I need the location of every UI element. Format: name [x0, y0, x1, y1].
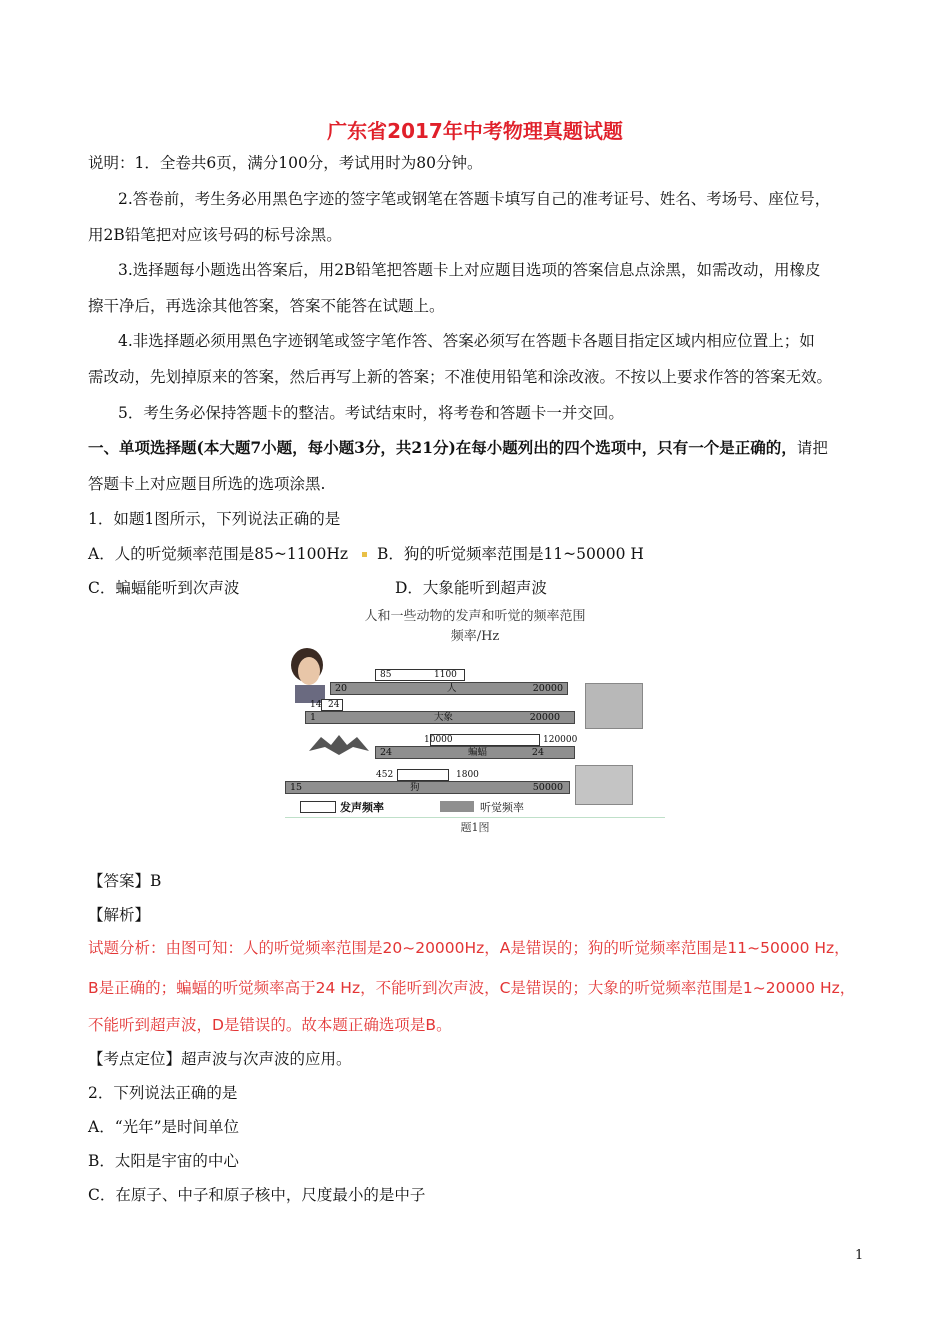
q1-option-a-text: A．人的听觉频率范围是85~1100Hz — [88, 545, 349, 563]
bat-voice-max: 120000 — [543, 735, 578, 745]
bat-hear-min: 24 — [380, 747, 393, 758]
instruction-3: 3.选择题每小题选出答案后，用2B铅笔把答题卡上对应题目选项的答案信息点涂黑，如需改动，用橡皮 — [118, 261, 821, 279]
q2-stem: 2．下列说法正确的是 — [88, 1084, 238, 1102]
bat-image — [307, 731, 371, 759]
section-heading-cont: 答题卡上对应题目所选的选项涂黑. — [88, 475, 326, 493]
section-heading-tail: 请把 — [796, 439, 828, 457]
bat-label: 蝙蝠 — [468, 747, 488, 758]
mark-dot — [362, 552, 367, 557]
bat-hearing-bar — [375, 746, 575, 759]
q2-option-c: C．在原子、中子和原子核中，尺度最小的是中子 — [88, 1186, 426, 1204]
elephant-hear-min: 1 — [310, 712, 317, 723]
q1-option-b-text: B．狗的听觉频率范围是11~50000 H — [377, 545, 644, 563]
elephant-voice-min: 14 — [310, 700, 322, 710]
bat-voice-min: 10000 — [424, 735, 453, 745]
instruction-5: 5．考生务必保持答题卡的整洁。考试结束时，将考卷和答题卡一并交回。 — [118, 404, 624, 422]
q1-analysis-line2: B是正确的；蝙蝠的听觉频率高于24 Hz，不能听到次声波，C是错误的；大象的听觉频率范围是1~20000 Hz， — [88, 979, 856, 997]
dog-image — [575, 765, 633, 805]
dog-voice-max: 1800 — [456, 770, 479, 780]
dog-voice-range — [376, 769, 479, 781]
section-heading-bold: 一、单项选择题(本大题7小题，每小题3分，共21分)在每小题列出的四个选项中，只有一个是正确的， — [88, 438, 797, 457]
person-image — [285, 647, 327, 703]
legend-hear-label: 听觉频率 — [480, 801, 524, 814]
elephant-hearing-bar — [305, 711, 575, 724]
page-number: 1 — [855, 1248, 864, 1263]
elephant-image — [585, 683, 643, 729]
dog-label: 狗 — [410, 782, 420, 793]
q1-analysis-line3: 不能听到超声波，D是错误的。故本题正确选项是B。 — [88, 1016, 452, 1034]
q1-option-c: C．蝙蝠能听到次声波 — [88, 579, 240, 597]
figure-title: 人和一些动物的发声和听觉的频率范围 — [364, 609, 586, 624]
q1-stem: 1．如题1图所示，下列说法正确的是 — [88, 510, 341, 528]
human-hear-max: 20000 — [532, 683, 563, 694]
legend-voice-label: 发声频率 — [340, 801, 384, 814]
figure-rule — [285, 817, 665, 818]
q2-option-b: B．太阳是宇宙的中心 — [88, 1152, 239, 1170]
instruction-4-cont: 需改动，先划掉原来的答案，然后再写上新的答案；不准使用铅笔和涂改液。不按以上要求作答的答案无效。 — [88, 368, 833, 386]
q1-option-d: D．大象能听到超声波 — [395, 579, 547, 597]
page-title: 广东省2017年中考物理真题试题 — [327, 119, 623, 143]
elephant-label: 大象 — [434, 712, 454, 723]
instruction-2-cont: 用2B铅笔把对应该号码的标号涂黑。 — [88, 226, 342, 244]
instruction-4: 4.非选择题必须用黑色字迹钢笔或签字笔作答、答案必须写在答题卡各题目指定区域内相应位置上；如 — [118, 332, 815, 350]
human-voice-range — [375, 669, 465, 681]
instruction-2: 2.答卷前，考生务必用黑色字迹的签字笔或钢笔在答题卡填写自己的准考证号、姓名、考场号、座位号， — [118, 190, 831, 208]
elephant-voice-max: 24 — [328, 700, 340, 710]
human-hear-min: 20 — [335, 683, 348, 694]
bat-voice-range — [424, 734, 578, 746]
frequency-range-figure — [285, 603, 665, 835]
elephant-hear-max: 20000 — [529, 712, 560, 723]
human-hearing-bar — [330, 682, 568, 695]
dog-voice-min: 452 — [376, 770, 394, 780]
q1-analysis-label: 【解析】 — [88, 906, 151, 924]
q2-option-a: A．“光年”是时间单位 — [88, 1118, 240, 1136]
elephant-voice-range — [310, 699, 343, 711]
q1-answer: 【答案】B — [88, 872, 162, 890]
dog-hear-max: 50000 — [532, 782, 563, 793]
figure-unit: 频率/Hz — [450, 629, 500, 644]
legend — [300, 800, 640, 814]
legend-hear-swatch — [440, 801, 474, 812]
q1-analysis-line1: 试题分析：由图可知：人的听觉频率范围是20~20000Hz，A是错误的；狗的听觉频率范围是11~50000 Hz， — [88, 939, 850, 957]
dog-hearing-bar — [285, 781, 570, 794]
human-voice-min: 85 — [380, 670, 392, 680]
instruction-1: 说明：1．全卷共6页，满分100分，考试用时为80分钟。 — [88, 154, 483, 172]
human-label: 人 — [447, 683, 457, 694]
section-heading — [88, 437, 878, 459]
human-voice-max: 1100 — [434, 670, 457, 680]
q1-kaodian: 【考点定位】超声波与次声波的应用。 — [88, 1050, 352, 1068]
q1-option-a — [88, 542, 644, 564]
figure-caption: 题1图 — [460, 821, 490, 834]
bat-hear-max: 24 — [531, 747, 544, 758]
legend-voice-swatch — [300, 801, 336, 813]
instruction-3-cont: 擦干净后，再选涂其他答案，答案不能答在试题上。 — [88, 297, 445, 315]
dog-hear-min: 15 — [290, 782, 303, 793]
